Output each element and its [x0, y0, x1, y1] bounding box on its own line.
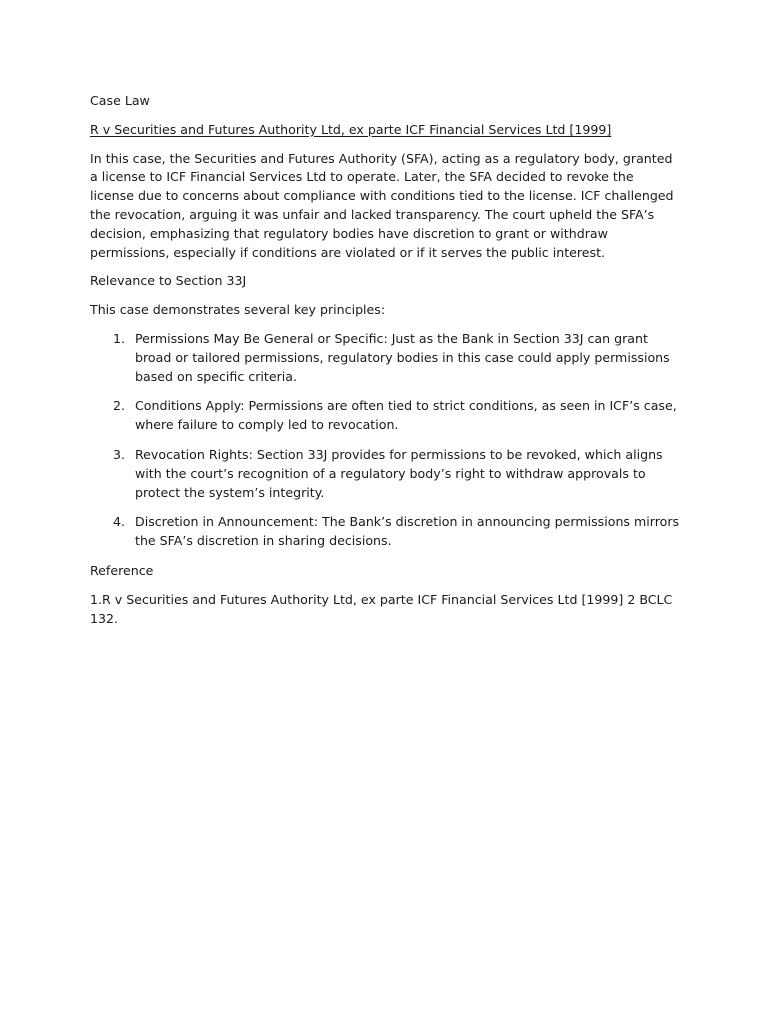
case-title: R v Securities and Futures Authority Ltd, ex parte ICF Financial Services Ltd [1999]	[90, 121, 612, 137]
document-page	[90, 92, 680, 638]
list-item-number: 2.	[113, 398, 126, 414]
list-item	[90, 446, 680, 502]
list-item-text: Permissions May Be General or Specific: Just as the Bank in Section 33J can grant broad or tailored permissions, regulatory bodies in this case could apply permissions based on specific criteria.	[135, 330, 670, 384]
list-item	[90, 330, 680, 386]
list-item-text: Conditions Apply: Permissions are often tied to strict conditions, as seen in ICF’s case, where failure to comply led to revocation.	[135, 398, 677, 433]
case-summary: In this case, the Securities and Futures Authority (SFA), acting as a regulatory body, granted a license to ICF Financial Services Ltd to operate. Later, the SFA decided to revoke the license due to concerns about compliance with conditions tied to the license. ICF challenged the revocation, arguing it was unfair and lacked transparency. The court upheld the SFA’s decision, emphasizing that regulatory bodies have discretion to grant or withdraw permissions, especially if conditions are violated or if it serves the public interest.	[90, 150, 674, 260]
section-heading-relevance: Relevance to Section 33J	[90, 273, 247, 289]
principles-intro: This case demonstrates several key principles:	[90, 302, 386, 318]
list-item	[90, 513, 680, 551]
list-item-number: 3.	[113, 446, 126, 462]
list-item-number: 4.	[113, 514, 126, 530]
list-item	[90, 397, 680, 435]
list-item-text: Discretion in Announcement: The Bank’s discretion in announcing permissions mirrors the SFA’s discretion in sharing decisions.	[135, 514, 680, 549]
principles-list	[90, 330, 680, 551]
section-heading-case-law: Case Law	[90, 93, 150, 108]
section-heading-reference: Reference	[90, 562, 154, 578]
list-item-number: 1.	[113, 330, 126, 346]
reference-entry: 1.R v Securities and Futures Authority Ltd, ex parte ICF Financial Services Ltd [1999] 2 BCLC 132.	[90, 591, 673, 626]
list-item-text: Revocation Rights: Section 33J provides for permissions to be revoked, which aligns with the court’s recognition of a regulatory body’s right to withdraw approvals to protect the system’s integrity.	[135, 446, 663, 500]
